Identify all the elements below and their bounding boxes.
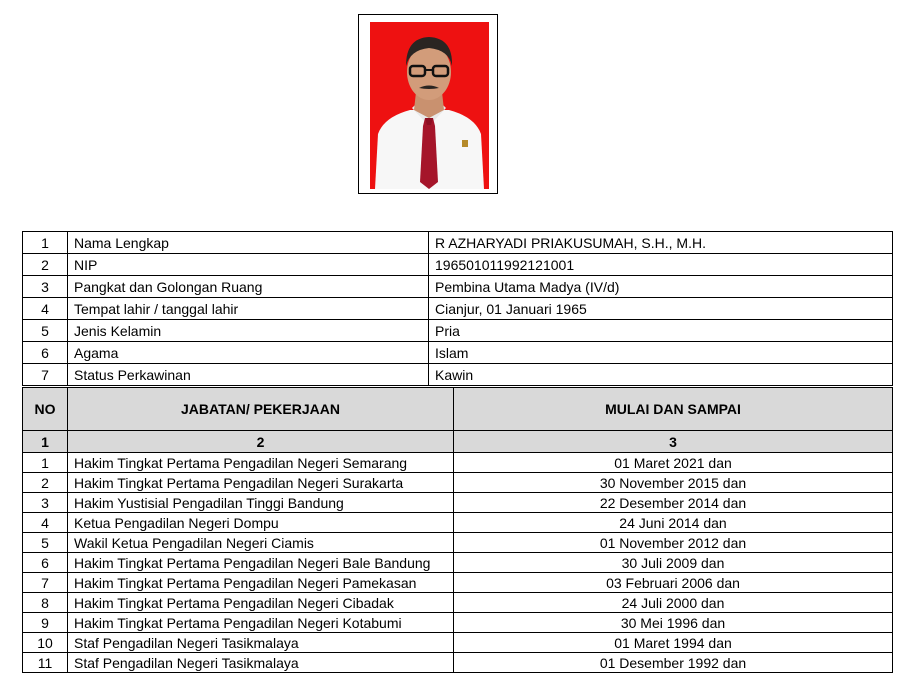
field-label: Tempat lahir / tanggal lahir	[68, 298, 429, 320]
column-index-job: 2	[68, 431, 454, 453]
table-row	[23, 633, 893, 653]
table-row	[23, 276, 893, 298]
row-number: 2	[23, 254, 68, 276]
job-title: Hakim Tingkat Pertama Pengadilan Negeri Surakarta	[68, 473, 454, 493]
row-number: 6	[23, 342, 68, 364]
field-label: NIP	[68, 254, 429, 276]
table-row	[23, 593, 893, 613]
period-date: 24 Juni 2014 dan	[454, 513, 893, 533]
table-row	[23, 493, 893, 513]
row-number: 2	[23, 473, 68, 493]
biodata-table	[22, 231, 893, 386]
job-title: Ketua Pengadilan Negeri Dompu	[68, 513, 454, 533]
job-title: Hakim Tingkat Pertama Pengadilan Negeri Kotabumi	[68, 613, 454, 633]
job-title: Hakim Tingkat Pertama Pengadilan Negeri Cibadak	[68, 593, 454, 613]
field-value: Islam	[429, 342, 893, 364]
career-history-table	[22, 387, 893, 673]
table-row	[23, 653, 893, 673]
column-index-row	[23, 431, 893, 453]
career-table-header	[23, 388, 893, 431]
field-value: Pria	[429, 320, 893, 342]
table-row	[23, 320, 893, 342]
period-date: 22 Desember 2014 dan	[454, 493, 893, 513]
row-number: 1	[23, 232, 68, 254]
career-table-body	[23, 431, 893, 673]
profile-photo	[370, 22, 489, 189]
column-index-date: 3	[454, 431, 893, 453]
period-date: 30 Juli 2009 dan	[454, 553, 893, 573]
row-number: 11	[23, 653, 68, 673]
job-title: Hakim Tingkat Pertama Pengadilan Negeri Semarang	[68, 453, 454, 473]
table-row	[23, 364, 893, 386]
field-value: R AZHARYADI PRIAKUSUMAH, S.H., M.H.	[429, 232, 893, 254]
column-header-date: MULAI DAN SAMPAI	[454, 388, 893, 431]
table-row	[23, 254, 893, 276]
period-date: 30 Mei 1996 dan	[454, 613, 893, 633]
table-row	[23, 453, 893, 473]
job-title: Staf Pengadilan Negeri Tasikmalaya	[68, 633, 454, 653]
field-value: Pembina Utama Madya (IV/d)	[429, 276, 893, 298]
field-label: Pangkat dan Golongan Ruang	[68, 276, 429, 298]
row-number: 3	[23, 493, 68, 513]
row-number: 7	[23, 364, 68, 386]
job-title: Hakim Yustisial Pengadilan Tinggi Bandung	[68, 493, 454, 513]
column-header-no: NO	[23, 388, 68, 431]
row-number: 6	[23, 553, 68, 573]
period-date: 03 Februari 2006 dan	[454, 573, 893, 593]
table-row	[23, 533, 893, 553]
column-index-no: 1	[23, 431, 68, 453]
table-row	[23, 613, 893, 633]
row-number: 4	[23, 298, 68, 320]
period-date: 30 November 2015 dan	[454, 473, 893, 493]
table-row	[23, 232, 893, 254]
field-label: Jenis Kelamin	[68, 320, 429, 342]
row-number: 1	[23, 453, 68, 473]
row-number: 3	[23, 276, 68, 298]
field-label: Status Perkawinan	[68, 364, 429, 386]
table-row	[23, 553, 893, 573]
biodata-table-body	[23, 232, 893, 386]
field-value: 196501011992121001	[429, 254, 893, 276]
job-title: Hakim Tingkat Pertama Pengadilan Negeri Bale Bandung	[68, 553, 454, 573]
period-date: 01 Desember 1992 dan	[454, 653, 893, 673]
row-number: 5	[23, 320, 68, 342]
period-date: 01 Maret 1994 dan	[454, 633, 893, 653]
row-number: 10	[23, 633, 68, 653]
job-title: Hakim Tingkat Pertama Pengadilan Negeri Pamekasan	[68, 573, 454, 593]
table-row	[23, 298, 893, 320]
table-row	[23, 473, 893, 493]
job-title: Wakil Ketua Pengadilan Negeri Ciamis	[68, 533, 454, 553]
row-number: 7	[23, 573, 68, 593]
portrait-illustration	[370, 22, 489, 189]
period-date: 01 Maret 2021 dan	[454, 453, 893, 473]
table-row	[23, 573, 893, 593]
column-header-job: JABATAN/ PEKERJAAN	[68, 388, 454, 431]
field-label: Nama Lengkap	[68, 232, 429, 254]
header-row	[23, 388, 893, 431]
table-row	[23, 342, 893, 364]
period-date: 24 Juli 2000 dan	[454, 593, 893, 613]
row-number: 8	[23, 593, 68, 613]
period-date: 01 November 2012 dan	[454, 533, 893, 553]
field-value: Cianjur, 01 Januari 1965	[429, 298, 893, 320]
field-label: Agama	[68, 342, 429, 364]
profile-photo-frame	[358, 14, 498, 194]
row-number: 9	[23, 613, 68, 633]
row-number: 5	[23, 533, 68, 553]
job-title: Staf Pengadilan Negeri Tasikmalaya	[68, 653, 454, 673]
field-value: Kawin	[429, 364, 893, 386]
row-number: 4	[23, 513, 68, 533]
table-row	[23, 513, 893, 533]
